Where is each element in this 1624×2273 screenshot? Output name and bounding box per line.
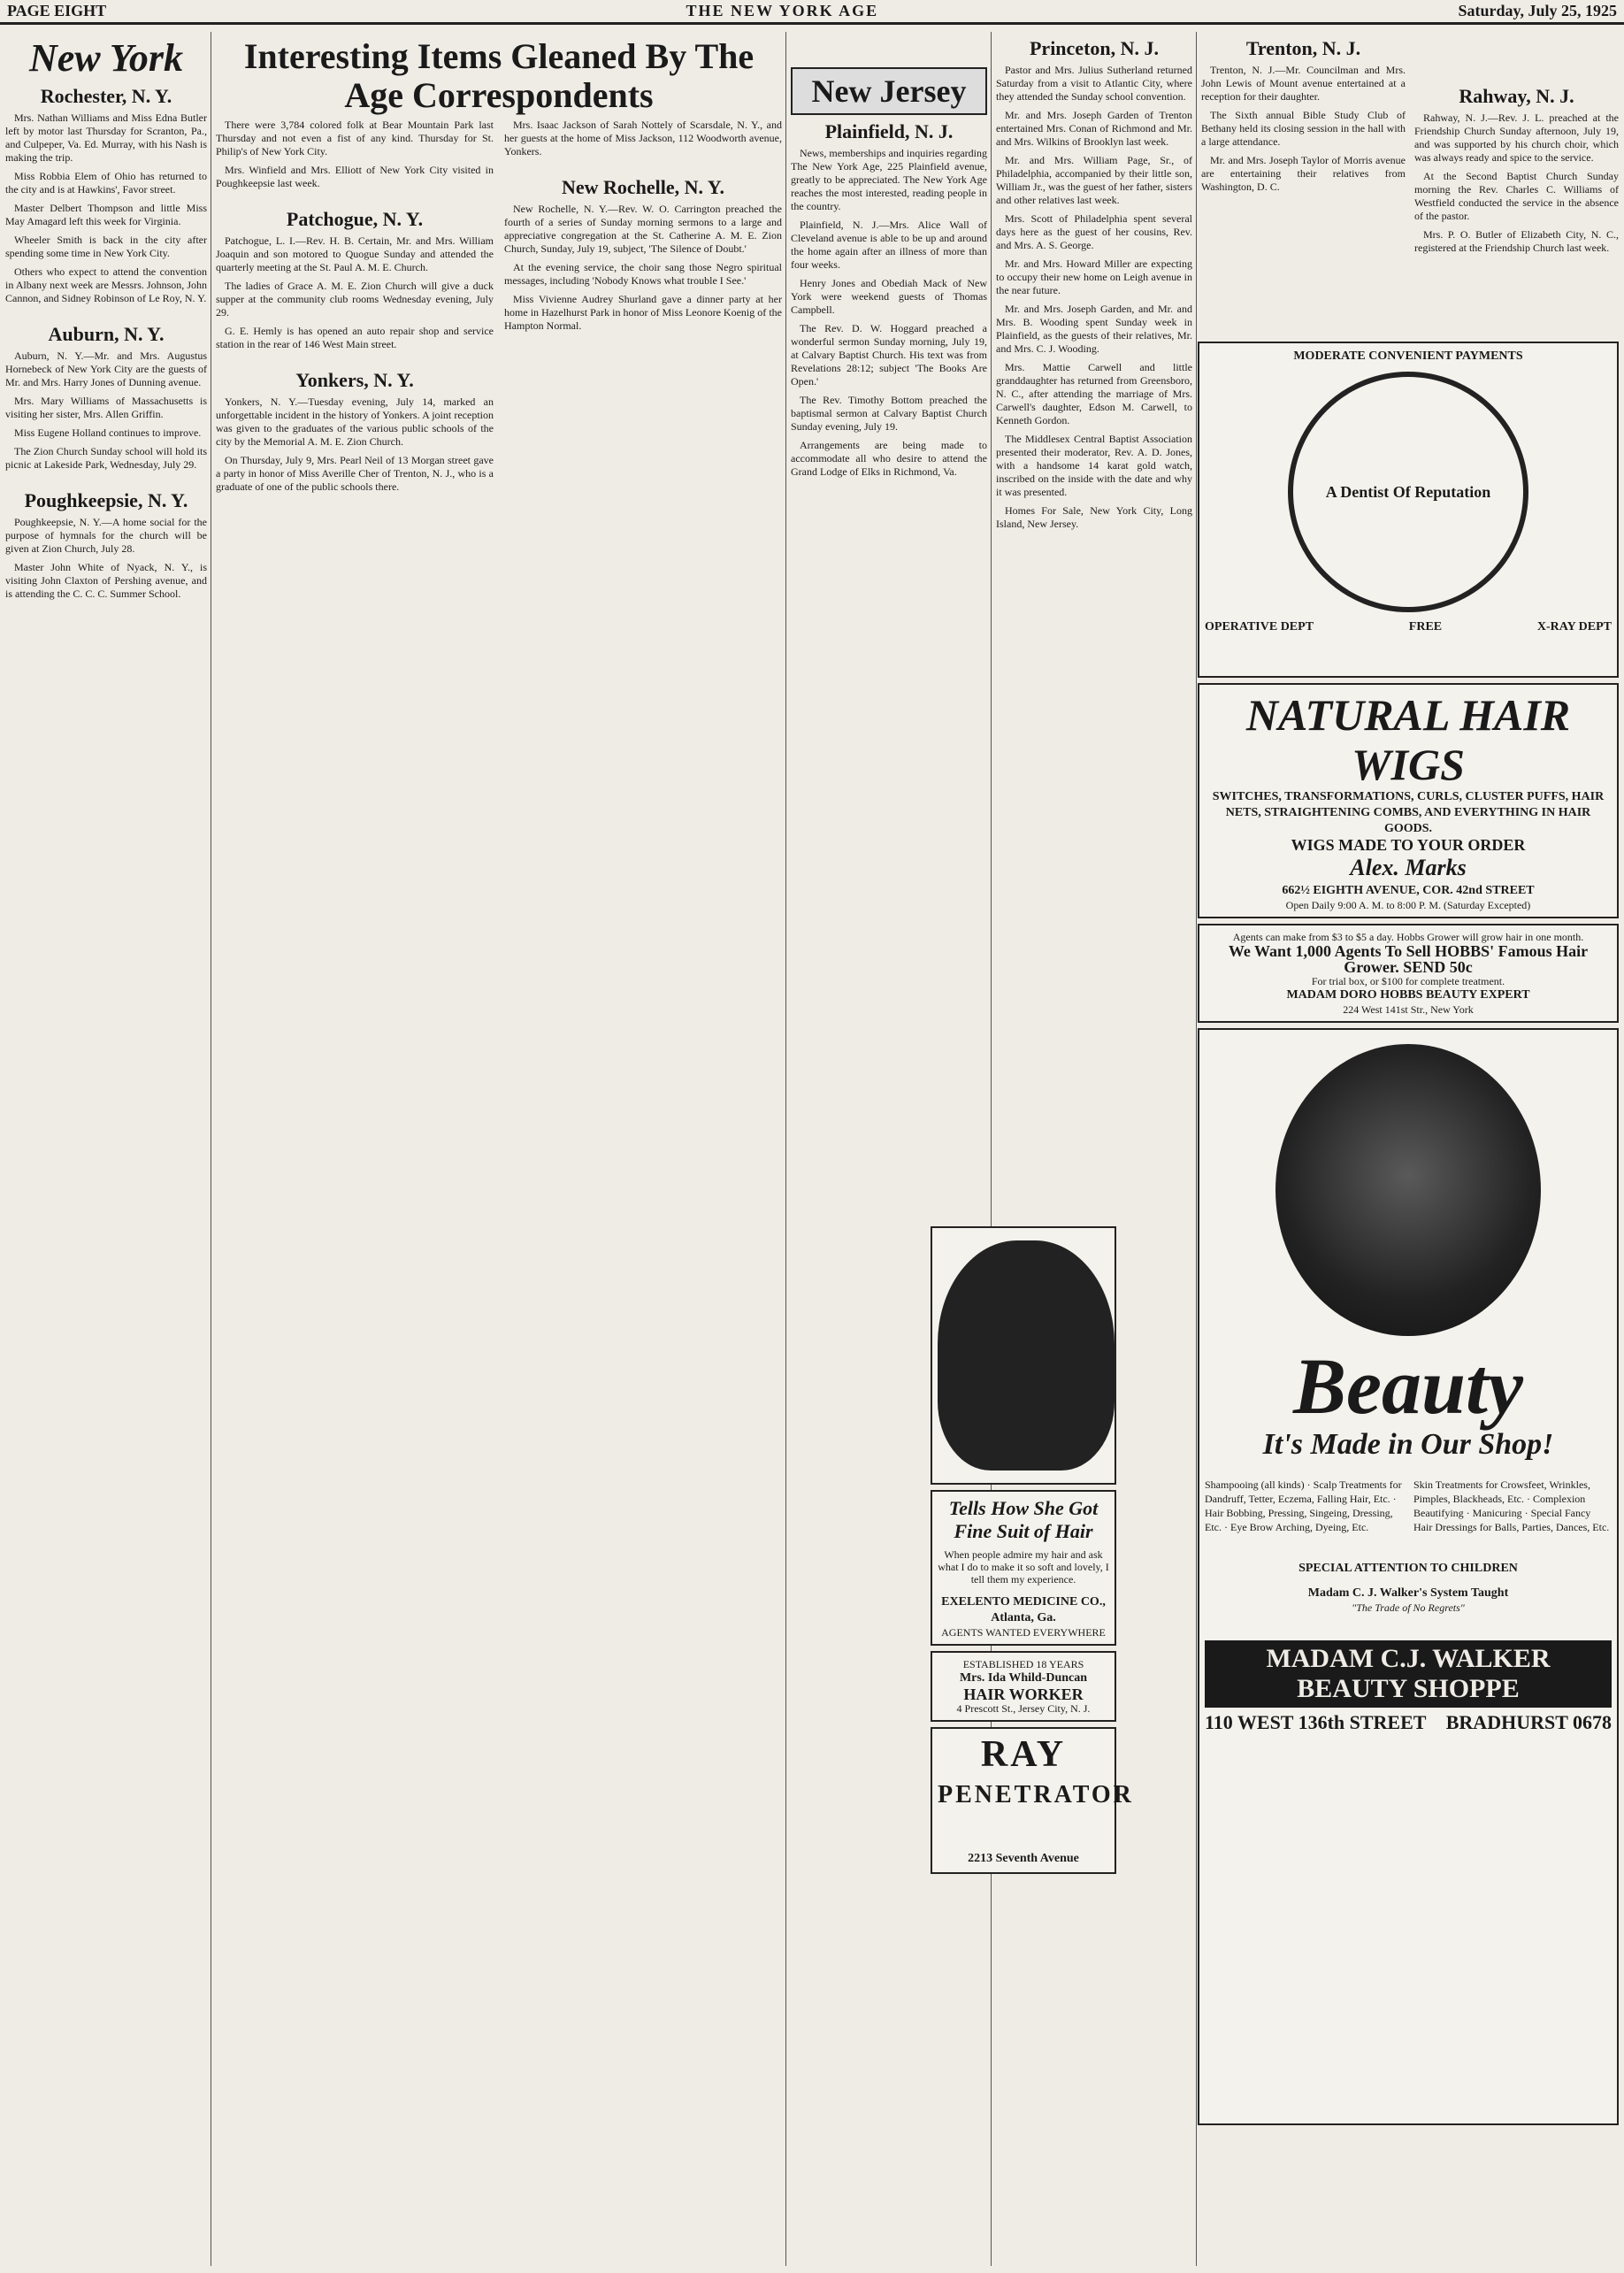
article: At the Second Baptist Church Sunday morning the Rev. Charles C. Williams of Westfield conducted the service in the absence of the pastor. xyxy=(1414,170,1619,222)
ad-line: We Want 1,000 Agents To Sell HOBBS' Famous Hair Grower. SEND 50c xyxy=(1228,942,1589,976)
town-princeton: Princeton, N. J. xyxy=(1029,37,1160,59)
ad-hours: Open Daily 9:00 A. M. to 8:00 P. M. (Saturday Excepted) xyxy=(1285,899,1531,911)
dental-circle xyxy=(1288,372,1528,612)
ad-children: SPECIAL ATTENTION TO CHILDREN xyxy=(1298,1562,1518,1575)
ad-slogan: It's Made in Our Shop! xyxy=(1262,1428,1554,1461)
article: The Rev. D. W. Hoggard preached a wonderful sermon Sunday morning, July 19, at Calvary Baptist Church. His text was from Revelations 28:12; subject 'The Books Are Open.' xyxy=(791,322,987,388)
article: Mr. and Mrs. Howard Miller are expecting to occupy their new home on Leigh avenue in the near future. xyxy=(996,257,1192,296)
town-poughkeepsie: Poughkeepsie, N. Y. xyxy=(24,489,188,511)
article: Auburn, N. Y.—Mr. and Mrs. Augustus Hornebeck of New York City are the guests of Mr. and Mrs. Harry Jones of Dunning avenue. xyxy=(5,349,207,388)
ad-wigs xyxy=(1198,683,1619,918)
article: Mrs. Nathan Williams and Miss Edna Butler left by motor last Thursday for Scranton, Pa., and Culpeper, Va. Ed. Murray, with his Nash is making the trip. xyxy=(5,111,207,164)
article: Mr. and Mrs. Joseph Taylor of Morris avenue are entertaining their relatives from Washington, D. C. xyxy=(1201,154,1406,193)
article: Mrs. Isaac Jackson of Sarah Nottely of Scarsdale, N. Y., and her guests at the home of Miss Jackson, 112 Woodworth avenue, Yonkers. xyxy=(504,119,782,157)
article: Trenton, N. J.—Mr. Councilman and Mrs. John Lewis of Mount avenue entertained at a reception for their daughter. xyxy=(1201,64,1406,103)
town-new-rochelle: New Rochelle, N. Y. xyxy=(561,176,725,198)
article: Mrs. P. O. Butler of Elizabeth City, N. C., registered at the Friendship Church last week. xyxy=(1414,228,1619,254)
article: Poughkeepsie, N. Y.—A home social for the purpose of hymnals for the church will be given at Zion Church, July 28. xyxy=(5,516,207,555)
ad-exelento xyxy=(931,1221,1134,1879)
article: Others who expect to attend the convention in Albany next week are Messrs. Johnson, John Cannon, and Sidney Robinson of Le Roy, N. Y. xyxy=(5,265,207,304)
column-4 xyxy=(791,32,987,2266)
rahway-section xyxy=(1414,32,1619,260)
ad-address: 4 Prescott St., Jersey City, N. J. xyxy=(956,1702,1091,1715)
ad-name: Mrs. Ida Whild-Duncan xyxy=(959,1671,1088,1685)
town-rahway: Rahway, N. J. xyxy=(1459,85,1574,107)
ad-hobbs xyxy=(1198,924,1619,1023)
article: The Middlesex Central Baptist Association presented their moderator, Rev. A. D. Jones, with a handsome 14 karat gold watch, inscribed on the inside with the date and why it was presented. xyxy=(996,433,1192,498)
column-1 xyxy=(5,32,207,2266)
article: Mrs. Winfield and Mrs. Elliott of New York City visited in Poughkeepsie last week. xyxy=(216,164,494,189)
ad-trade: "The Trade of No Regrets" xyxy=(1352,1601,1465,1614)
article: The Rev. Timothy Bottom preached the baptismal sermon at Calvary Baptist Church Sunday evening, July 19. xyxy=(791,394,987,433)
ad-whild-duncan xyxy=(931,1651,1116,1722)
columns-2-3 xyxy=(216,32,782,2266)
town-plainfield: Plainfield, N. J. xyxy=(824,120,954,142)
column-3 xyxy=(504,119,782,499)
ad-free: FREE xyxy=(1408,620,1443,634)
ad-dental xyxy=(1198,336,1619,2131)
headline-new-jersey: New Jersey xyxy=(791,67,987,115)
column-rule xyxy=(991,32,992,2266)
article: Rahway, N. J.—Rev. J. L. preached at the Friendship Church Sunday afternoon, July 19, and was supported by his church choir, which was always ready and spice to the service. xyxy=(1414,111,1619,164)
ad-top: MODERATE CONVENIENT PAYMENTS xyxy=(1293,349,1523,363)
article: Mr. and Mrs. Joseph Garden, and Mr. and Mrs. B. Wooding spent Sunday week in Plainfield, as the guests of their relatives, Mr. and Mrs. C. J. Wooding. xyxy=(996,303,1192,355)
headline-interesting-items: Interesting Items Gleaned By The Age Correspondents xyxy=(243,36,755,115)
town-yonkers: Yonkers, N. Y. xyxy=(295,369,414,391)
ad-address: 662½ EIGHTH AVENUE, COR. 42nd STREET xyxy=(1282,884,1535,897)
ad-title: HAIR WORKER xyxy=(963,1686,1084,1703)
ad-headline: Beauty xyxy=(1293,1343,1523,1431)
article: Pastor and Mrs. Julius Sutherland returned Saturday from a visit to Atlantic City, where they attended the Sunday school convention. xyxy=(996,64,1192,103)
ad-address: 224 West 141st Str., New York xyxy=(1343,1003,1474,1016)
article: Arrangements are being made to accommodate all who desire to attend the Grand Lodge of Elks in Richmond, Va. xyxy=(791,439,987,478)
two-column-body xyxy=(216,119,782,499)
ad-services-left: Shampooing (all kinds) · Scalp Treatments for Dandruff, Tetter, Eczema, Falling Hair, Etc. · Hair Bobbing, Pressing, Singeing, Dressing, Etc. · Eye Brow Arching, Dyeing, Etc. xyxy=(1205,1478,1402,1533)
article: The ladies of Grace A. M. E. Zion Church will give a duck supper at the community club rooms Wednesday evening, July 29. xyxy=(216,280,494,319)
ad-est: ESTABLISHED 18 YEARS xyxy=(962,1658,1084,1670)
page-label: PAGE EIGHT xyxy=(7,2,107,19)
ad-quote: When people admire my hair and ask what I do to make it so soft and lovely, I tell them my experience. xyxy=(938,1548,1109,1586)
article: At the evening service, the choir sang those Negro spiritual messages, including 'Nobody Knows what trouble I See.' xyxy=(504,261,782,287)
trenton-section xyxy=(1201,32,1406,260)
article: Miss Vivienne Audrey Shurland gave a dinner party at her home in Hazelhurst Park in honor of Miss Leonore Koenig of the Hampton Normal. xyxy=(504,293,782,332)
ad-operative: OPERATIVE DEPT xyxy=(1205,620,1314,634)
headline-new-york: New York xyxy=(29,36,183,80)
ad-phone: BRADHURST 0678 xyxy=(1445,1711,1612,1733)
article: Master John White of Nyack, N. Y., is visiting John Claxton of Pershing avenue, and is attending the C. C. C. Summer School. xyxy=(5,561,207,600)
article: Wheeler Smith is back in the city after spending some time in New York City. xyxy=(5,234,207,259)
article: News, memberships and inquiries regarding The New York Age, 225 Plainfield avenue, greatly to be appreciated. The New York Age reaches the most interested, reading people in the country. xyxy=(791,147,987,212)
ad-address: 2213 Seventh Avenue xyxy=(968,1852,1079,1865)
ad-services-right: Skin Treatments for Crowsfeet, Wrinkles, Pimples, Blackheads, Etc. · Complexion Beautifying · Manicuring · Special Fancy Hair Dressings for Balls, Parties, Dances, Etc. xyxy=(1413,1478,1610,1533)
town-trenton: Trenton, N. J. xyxy=(1245,37,1361,59)
ad-xray: X-RAY DEPT xyxy=(1536,620,1612,634)
ad-shop-name: MADAM C.J. WALKER BEAUTY SHOPPE xyxy=(1205,1640,1612,1708)
article: The Sixth annual Bible Study Club of Bethany held its closing session in the hall with a large attendance. xyxy=(1201,109,1406,148)
article: Miss Robbia Elem of Ohio has returned to the city and is at Hawkins', Favor street. xyxy=(5,170,207,196)
ad-agents: AGENTS WANTED EVERYWHERE xyxy=(941,1626,1106,1639)
article: New Rochelle, N. Y.—Rev. W. O. Carrington preached the fourth of a series of Sunday morning sermons to a large and appreciative congregation at the St. Catherine A. M. E. Zion Church, Sunday, July 19, subject, 'The Silence of Doubt.' xyxy=(504,203,782,255)
woman-silhouette-image xyxy=(938,1240,1115,1471)
article: Mr. and Mrs. William Page, Sr., of Philadelphia, accompanied by their little son, William Jr., was the guest of her father, sisters and other relatives last week. xyxy=(996,154,1192,206)
article: Homes For Sale, New York City, Long Island, New Jersey. xyxy=(996,504,1192,530)
ad-company: EXELENTO MEDICINE CO., Atlanta, Ga. xyxy=(941,1595,1106,1624)
article: Yonkers, N. Y.—Tuesday evening, July 14, marked an unforgettable incident in the history of Yonkers. A joint reception was given to the graduates of the various public schools of the city by the Memorial A. M. E. Zion Church. xyxy=(216,395,494,448)
ad-system: Madam C. J. Walker's System Taught xyxy=(1307,1586,1509,1600)
ad-center: A Dentist Of Reputation xyxy=(1325,482,1491,501)
article: There were 3,784 colored folk at Bear Mountain Park last Thursday and not even a fist of any kind. Thursday for St. Philip's of New York City. xyxy=(216,119,494,157)
column-2 xyxy=(216,119,494,499)
article: Mrs. Mary Williams of Massachusetts is visiting her sister, Mrs. Allen Griffin. xyxy=(5,395,207,420)
article: Master Delbert Thompson and little Miss May Amagard left this week for Virginia. xyxy=(5,202,207,227)
article: Henry Jones and Obediah Mack of New York were weekend guests of Thomas Campbell. xyxy=(791,277,987,316)
ad-subtitle: PENETRATOR xyxy=(938,1781,1134,1808)
town-auburn: Auburn, N. Y. xyxy=(48,323,165,345)
ad-walker xyxy=(1198,1028,1619,2125)
article: The Zion Church Sunday school will hold its picnic at Lakeside Park, Wednesday, July 29. xyxy=(5,445,207,471)
ad-title: RAY xyxy=(980,1734,1067,1775)
article: Plainfield, N. J.—Mrs. Alice Wall of Cleveland avenue is able to be up and around the home again after an illness of more than four weeks. xyxy=(791,219,987,271)
ad-line: SWITCHES, TRANSFORMATIONS, CURLS, CLUSTER PUFFS, HAIR NETS, STRAIGHTENING COMBS, AND EVERYTHING IN HAIR GOODS. xyxy=(1212,790,1605,835)
article: Mrs. Mattie Carwell and little granddaughter has returned from Greensboro, N. C., after attending the marriage of Mrs. Carwell's daughter, Edson M. Carwell, to Kenneth Gordon. xyxy=(996,361,1192,426)
woman-portrait-image xyxy=(1275,1044,1541,1336)
ad-line: Agents can make from $3 to $5 a day. Hobbs Grower will grow hair in one month. xyxy=(1232,931,1584,943)
column-rule xyxy=(785,32,786,2266)
town-patchogue: Patchogue, N. Y. xyxy=(286,208,424,230)
ad-name: Alex. Marks xyxy=(1350,855,1467,880)
ad-title: Tells How She Got Fine Suit of Hair xyxy=(948,1497,1099,1542)
masthead xyxy=(0,0,1624,25)
ad-name: MADAM DORO HOBBS BEAUTY EXPERT xyxy=(1286,988,1530,1002)
ad-line: WIGS MADE TO YOUR ORDER xyxy=(1291,836,1526,854)
ad-ray-penetrator xyxy=(931,1727,1134,1874)
column-rule xyxy=(1196,32,1197,2266)
town-rochester: Rochester, N. Y. xyxy=(40,85,172,107)
article: Mrs. Scott of Philadelphia spent several days here as the guest of her cousins, Rev. and Mrs. A. S. George. xyxy=(996,212,1192,251)
ad-title: NATURAL HAIR WIGS xyxy=(1245,690,1571,789)
article: Mr. and Mrs. Joseph Garden of Trenton entertained Mrs. Conan of Richmond and Mr. and Mrs. Wilkins of Brooklyn last week. xyxy=(996,109,1192,148)
article: Patchogue, L. I.—Rev. H. B. Certain, Mr. and Mrs. William Joaquin and son motored to Quogue Sunday and attended the quarterly meeting at the St. Paul A. M. E. Church. xyxy=(216,234,494,273)
article: Miss Eugene Holland continues to improve. xyxy=(14,426,202,439)
paper-name: THE NEW YORK AGE xyxy=(686,2,879,19)
article: G. E. Hemly is has opened an auto repair shop and service station in the rear of 146 West Main street. xyxy=(216,325,494,350)
column-5 xyxy=(996,32,1192,2266)
article: On Thursday, July 9, Mrs. Pearl Neil of 13 Morgan street gave a party in honor of Miss Averille Cher of Trenton, N. J., who is a graduate of one of the public schools there. xyxy=(216,454,494,493)
ad-line: For trial box, or $100 for complete treatment. xyxy=(1311,975,1505,987)
ad-address: 110 WEST 136th STREET xyxy=(1205,1711,1427,1733)
issue-date: Saturday, July 25, 1925 xyxy=(1458,2,1617,19)
